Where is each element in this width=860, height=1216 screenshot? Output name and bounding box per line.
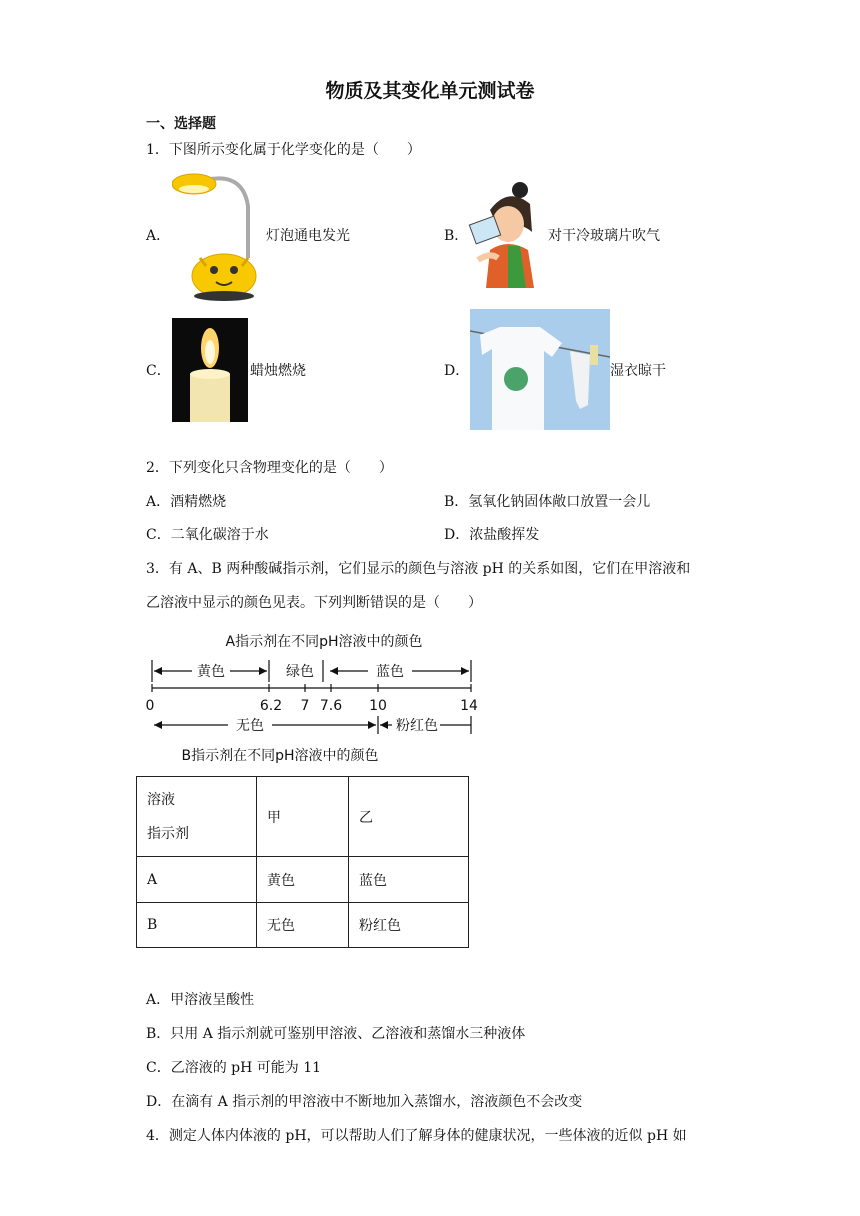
q2-option-a: A．酒精燃烧 <box>146 494 227 510</box>
tick-6-2: 6.2 <box>259 698 283 714</box>
table-row <box>137 857 469 903</box>
figure-top-title: A指示剂在不同pH溶液中的颜色 <box>225 634 423 650</box>
b-segment-colorless: 无色 <box>236 718 264 734</box>
q1-option-c-text: 蜡烛燃烧 <box>250 363 306 379</box>
table-cell: 蓝色 <box>349 857 469 903</box>
table-row <box>137 903 469 948</box>
indicator-table <box>136 776 469 948</box>
tick-7: 7 <box>300 698 310 714</box>
q1-option-b-text: 对干冷玻璃片吹气 <box>548 228 660 244</box>
tick-7-6: 7.6 <box>319 698 343 714</box>
q3-stem-line2: 乙溶液中显示的颜色见表。下列判断错误的是（ ） <box>146 595 482 611</box>
q1-option-a-letter: A． <box>146 228 171 244</box>
table-col-header: 甲 <box>257 777 349 857</box>
page-title: 物质及其变化单元测试卷 <box>325 80 535 102</box>
table-cell: 无色 <box>257 903 349 948</box>
b-segment-pink: 粉红色 <box>396 718 438 734</box>
q1-option-b-letter: B． <box>444 228 469 244</box>
table-corner-cell: 溶液 指示剂 <box>137 777 257 857</box>
girl-blowing-glass-icon <box>468 180 544 288</box>
table-header-row <box>137 777 469 857</box>
tick-10: 10 <box>369 698 387 714</box>
q2-option-b: B．氢氧化钠固体敞口放置一会儿 <box>444 494 651 510</box>
a-segment-green: 绿色 <box>286 664 314 680</box>
tick-14: 14 <box>460 698 478 714</box>
ph-indicator-figure <box>140 624 490 770</box>
table-row-label: A <box>137 857 257 903</box>
q1-option-a-text: 灯泡通电发光 <box>266 228 350 244</box>
q2-option-c: C．二氧化碳溶于水 <box>146 527 269 543</box>
q1-option-d-letter: D． <box>444 363 470 379</box>
desk-lamp-icon <box>172 166 262 302</box>
tick-0: 0 <box>145 698 155 714</box>
figure-bottom-title: B指示剂在不同pH溶液中的颜色 <box>181 748 379 764</box>
candle-icon <box>172 318 248 422</box>
a-segment-blue: 蓝色 <box>376 664 404 680</box>
table-cell: 黄色 <box>257 857 349 903</box>
q4-stem: 4．测定人体内体液的 pH，可以帮助人们了解身体的健康状况，一些体液的近似 pH 如 <box>146 1128 687 1144</box>
q3-option-c: C．乙溶液的 pH 可能为 11 <box>146 1060 322 1076</box>
section-heading: 一、选择题 <box>146 116 216 132</box>
q3-stem-line1: 3．有 A、B 两种酸碱指示剂，它们显示的颜色与溶液 pH 的关系如图，它们在甲溶液和 <box>146 561 691 577</box>
q3-option-b: B．只用 A 指示剂就可鉴别甲溶液、乙溶液和蒸馏水三种液体 <box>146 1026 526 1042</box>
q1-option-d-text: 湿衣晾干 <box>610 363 666 379</box>
table-col-header: 乙 <box>349 777 469 857</box>
q2-option-d: D．浓盐酸挥发 <box>444 527 540 543</box>
table-cell: 粉红色 <box>349 903 469 948</box>
q3-option-d: D．在滴有 A 指示剂的甲溶液中不断地加入蒸馏水，溶液颜色不会改变 <box>146 1094 583 1110</box>
drying-clothes-icon <box>470 309 610 430</box>
q2-stem: 2．下列变化只含物理变化的是（ ） <box>146 460 393 476</box>
q1-option-c-letter: C． <box>146 363 171 379</box>
a-segment-yellow: 黄色 <box>197 664 225 680</box>
q1-stem: 1．下图所示变化属于化学变化的是（ ） <box>146 142 421 158</box>
q3-option-a: A．甲溶液呈酸性 <box>146 992 255 1008</box>
table-row-label: B <box>137 903 257 948</box>
